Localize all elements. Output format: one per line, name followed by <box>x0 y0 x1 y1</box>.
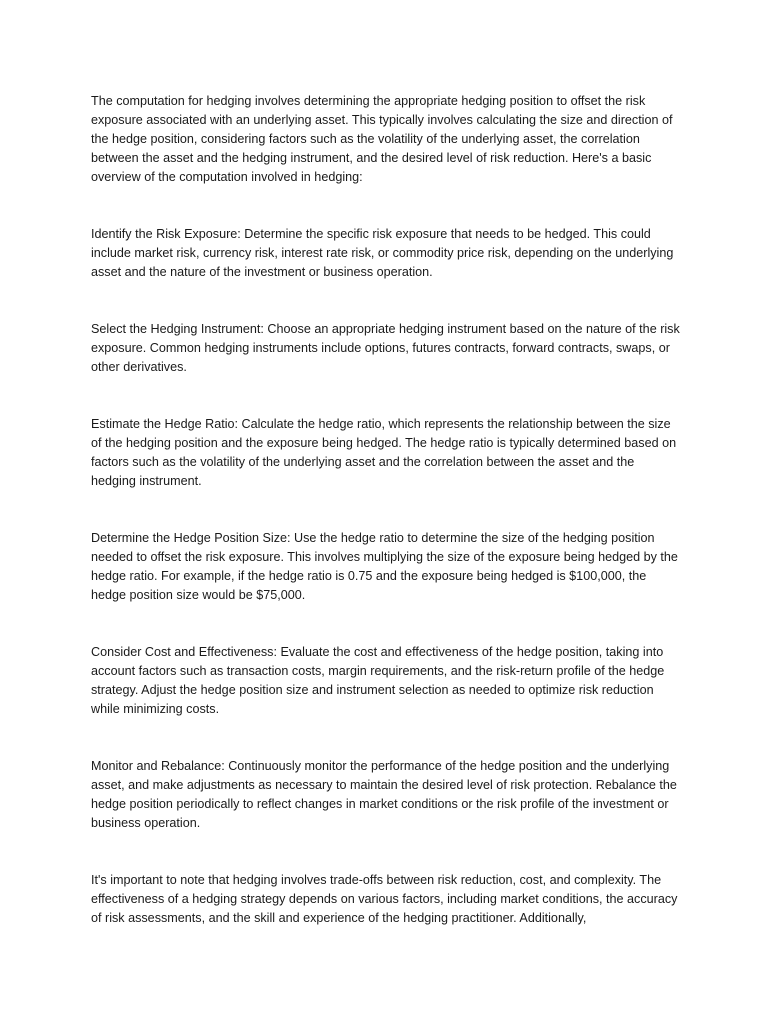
paragraph-identify-risk-exposure: Identify the Risk Exposure: Determine the specific risk exposure that needs to be hedged. This could include market risk, currency risk, interest rate risk, or commodity price risk, depending on the underlying asset and the nature of the investment or business operation. <box>91 227 674 279</box>
document-body <box>91 92 681 928</box>
paragraph-estimate-hedge-ratio: Estimate the Hedge Ratio: Calculate the hedge ratio, which represents the relationship between the size of the hedging position and the exposure being hedged. The hedge ratio is typically determined based on factors such as the volatility of the underlying asset and the correlation between the asset and the hedging instrument. <box>91 417 677 488</box>
paragraph-determine-position-size: Determine the Hedge Position Size: Use the hedge ratio to determine the size of the hedging position needed to offset the risk exposure. This involves multiplying the size of the exposure being hedged by the hedge ratio. For example, if the hedge ratio is 0.75 and the exposure being hedged is $100,000, the hedge position size would be $75,000. <box>91 531 678 602</box>
paragraph-intro: The computation for hedging involves determining the appropriate hedging position to offset the risk exposure associated with an underlying asset. This typically involves calculating the size and direction of the hedge position, considering factors such as the volatility of the underlying asset, the correlation between the asset and the hedging instrument, and the desired level of risk reduction. Here's a basic overview of the computation involved in hedging: <box>91 94 673 184</box>
paragraph-cost-effectiveness: Consider Cost and Effectiveness: Evaluate the cost and effectiveness of the hedge position, taking into account factors such as transaction costs, margin requirements, and the risk-return profile of the hedge strategy. Adjust the hedge position size and instrument selection as needed to optimize risk reduction while minimizing costs. <box>91 645 665 716</box>
paragraph-monitor-rebalance: Monitor and Rebalance: Continuously monitor the performance of the hedge position and the underlying asset, and make adjustments as necessary to maintain the desired level of risk protection. Rebalance the hedge position periodically to reflect changes in market conditions or the risk profile of the investment or business operation. <box>91 759 677 830</box>
paragraph-conclusion: It's important to note that hedging involves trade-offs between risk reduction, cost, and complexity. The effectiveness of a hedging strategy depends on various factors, including market conditions, the accuracy of risk assessments, and the skill and experience of the hedging practitioner. Additionally, <box>91 873 678 925</box>
paragraph-select-hedging-instrument: Select the Hedging Instrument: Choose an appropriate hedging instrument based on the nature of the risk exposure. Common hedging instruments include options, futures contracts, forward contracts, swaps, or other derivatives. <box>91 322 680 374</box>
